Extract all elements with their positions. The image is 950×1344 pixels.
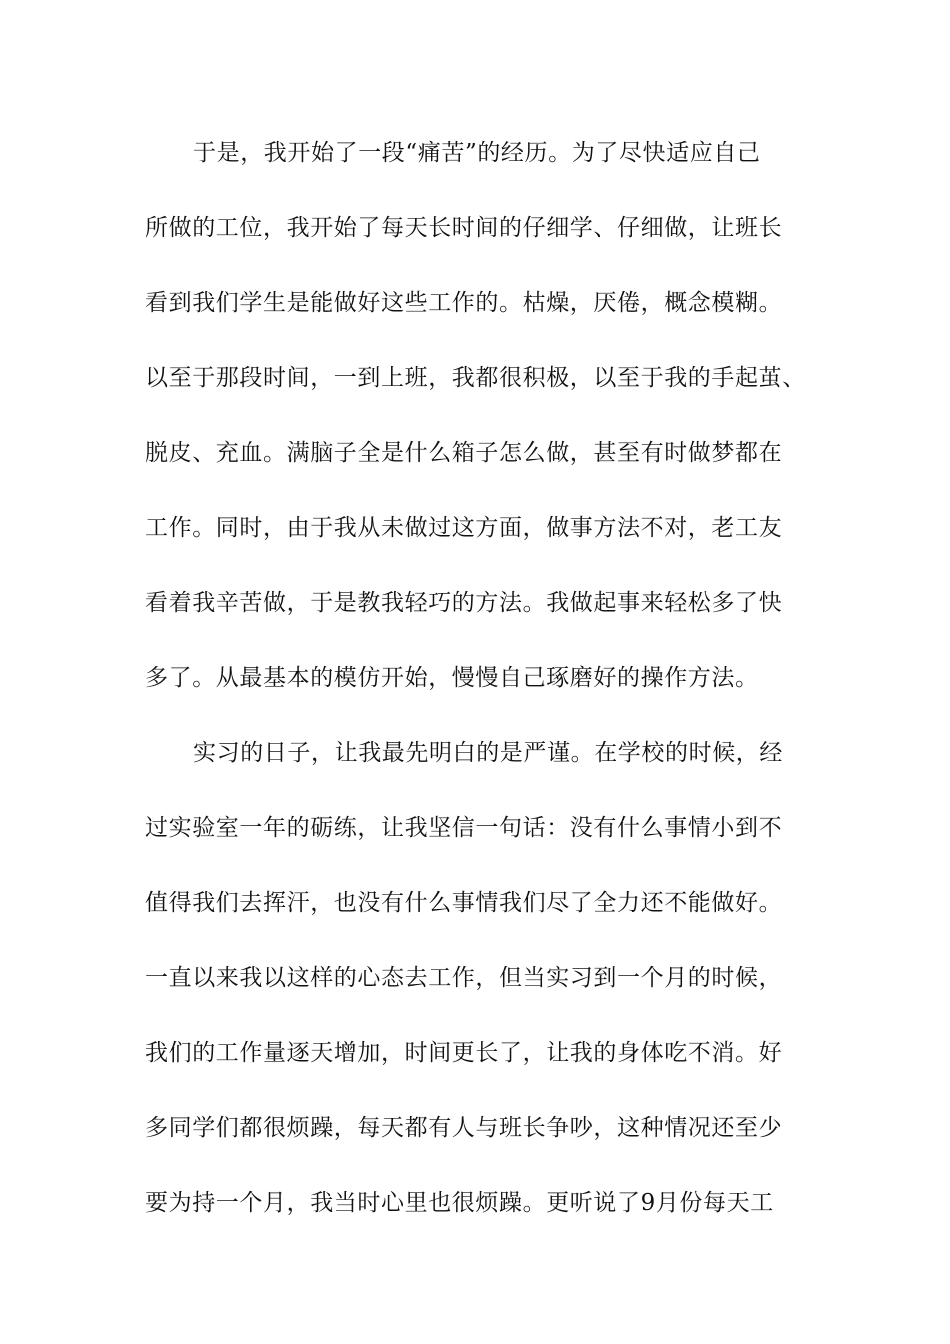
paragraph-line: 要为持一个月，我当时心里也很烦躁。更听说了9月份每天工 — [145, 1190, 774, 1216]
paragraph-line: 于是，我开始了一段“痛苦”的经历。为了尽快适应自己 — [193, 140, 761, 166]
body-text — [145, 131, 825, 1256]
paragraph-line: 实习的日子，让我最先明白的是严谨。在学校的时候，经 — [193, 740, 783, 766]
paragraph-line: 工作。同时，由于我从未做过这方面，做事方法不对，老工友 — [145, 515, 783, 541]
paragraph-line: 多同学们都很烦躁，每天都有人与班长争吵，这种情况还至少 — [145, 1115, 783, 1141]
paragraph-line: 过实验室一年的砺练，让我坚信一句话：没有什么事情小到不 — [145, 815, 783, 841]
paragraph-line: 我们的工作量逐天增加，时间更长了，让我的身体吃不消。好 — [145, 1040, 783, 1066]
paragraph-line: 看着我辛苦做，于是教我轻巧的方法。我做起事来轻松多了快 — [145, 590, 783, 616]
paragraph-line: 值得我们去挥汗，也没有什么事情我们尽了全力还不能做好。 — [145, 890, 783, 916]
paragraph-line: 所做的工位，我开始了每天长时间的仔细学、仔细做，让班长 — [145, 215, 783, 241]
paragraph-line: 多了。从最基本的模仿开始，慢慢自己琢磨好的操作方法。 — [145, 665, 759, 691]
paragraph-line: 脱皮、充血。满脑子全是什么箱子怎么做，甚至有时做梦都在 — [145, 440, 783, 466]
paragraph-line: 看到我们学生是能做好这些工作的。枯燥，厌倦，概念模糊。 — [145, 290, 783, 316]
paragraph-line: 以至于那段时间，一到上班，我都很积极，以至于我的手起茧、 — [145, 365, 806, 391]
paragraph-line: 一直以来我以这样的心态去工作，但当实习到一个月的时候， — [145, 965, 783, 991]
